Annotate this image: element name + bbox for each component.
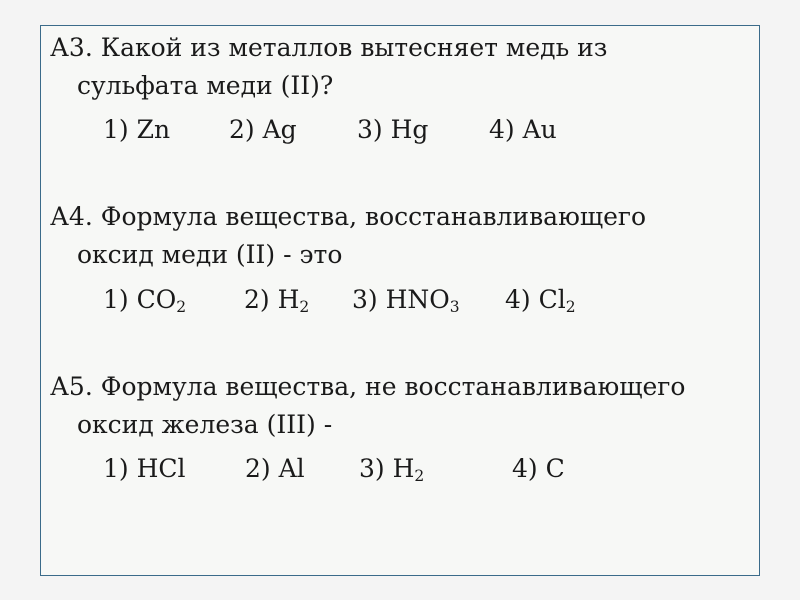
answer-option: 2) $H_2$ <box>244 285 310 316</box>
answer-option: 1) Zn <box>103 115 171 144</box>
answer-option: 3) Hg <box>357 115 429 144</box>
answer-option: 4) $Cl_2$ <box>505 285 576 316</box>
answer-option: 1) HCl <box>103 454 186 483</box>
answer-option: 3) $H_2$ <box>359 454 425 485</box>
question-a4-line1: А4. Формула вещества, восстанавливающего <box>50 202 647 231</box>
question-a4-line2: оксид меди (II) - это <box>77 240 343 269</box>
answer-option: 1) $CO_2$ <box>103 285 187 316</box>
answer-option: 3) $HNO_3$ <box>352 285 460 316</box>
question-a5-line1: А5. Формула вещества, не восстанавливающего <box>50 372 686 401</box>
answer-option: 4) Au <box>489 115 557 144</box>
question-a3-line1: А3. Какой из металлов вытесняет медь из <box>50 33 608 62</box>
question-a5-line2: оксид железа (III) - <box>77 410 333 439</box>
answer-option: 4) C <box>512 454 565 483</box>
answer-option: 2) Al <box>245 454 305 483</box>
answer-option: 2) Ag <box>229 115 297 144</box>
question-a3-line2: сульфата меди (II)? <box>77 71 334 100</box>
